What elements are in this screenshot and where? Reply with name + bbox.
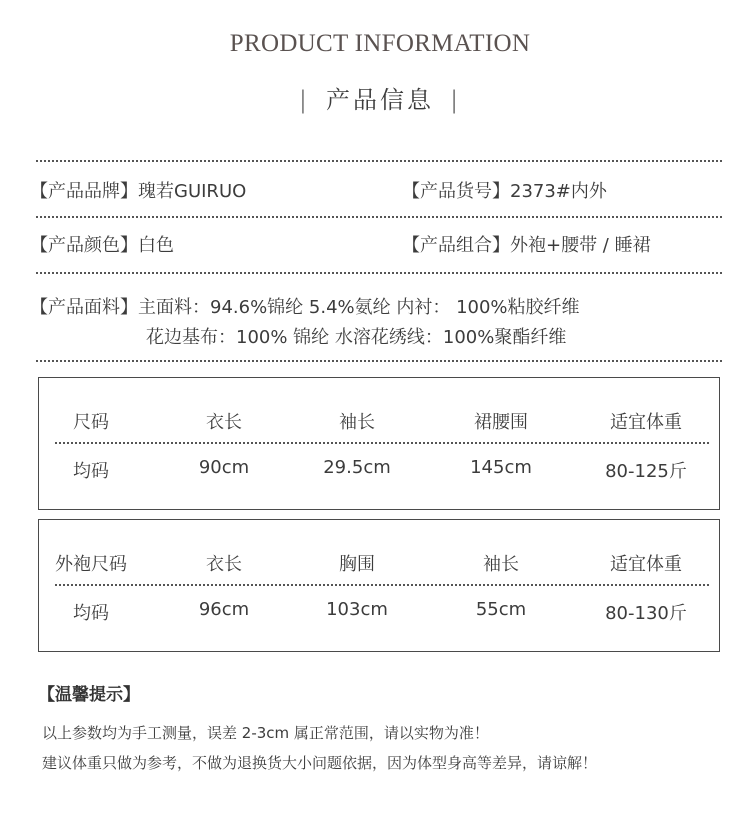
brand-label: 【产品品牌】 — [30, 181, 138, 202]
tip-line-1: 以上参数均为手工测量，误差 2-3cm 属正常范围，请以实物为准！ — [42, 724, 489, 742]
table-2-header-cell: 衣长 — [206, 554, 242, 575]
table-2-cell: 103cm — [326, 599, 388, 620]
table-2-cell: 80-130斤 — [605, 603, 687, 624]
table-2-cell: 55cm — [475, 599, 527, 620]
fabric-label: 【产品面料】 — [30, 297, 138, 318]
table-2-header-cell: 袖长 — [483, 554, 519, 575]
table-1-header-cell: 适宜体重 — [610, 412, 682, 433]
color-value: 白色 — [138, 235, 174, 256]
field-fabric — [30, 293, 580, 319]
fabric-line-1: 主面料：94.6%锦纶 5.4%氨纶 内衬： 100%粘胶纤维 — [138, 297, 580, 318]
brand-value: 瑰若GUIRUO — [138, 181, 247, 202]
item-no-label: 【产品货号】 — [402, 181, 510, 202]
table-2-header-cell: 胸围 — [339, 554, 375, 575]
title-cn — [0, 80, 750, 115]
table-1-header-cell: 裙腰围 — [474, 412, 528, 433]
field-combo — [402, 231, 651, 257]
table-2-cell: 均码 — [73, 603, 109, 624]
table-1-cell: 145cm — [470, 457, 532, 478]
table-1-header-cell: 尺码 — [73, 412, 109, 433]
color-label: 【产品颜色】 — [30, 235, 138, 256]
field-item-no — [402, 177, 607, 203]
field-color — [30, 231, 174, 257]
divider-1 — [36, 160, 722, 162]
table-1-cell: 均码 — [73, 461, 109, 482]
tip-line-2: 建议体重只做为参考，不做为退换货大小问题依据，因为体型身高等差异，请谅解！ — [42, 754, 598, 772]
item-no-value: 2373#内外 — [510, 181, 607, 202]
title-en: PRODUCT INFORMATION — [229, 30, 531, 57]
table-2-cell: 96cm — [198, 599, 250, 620]
table-1-cell: 90cm — [198, 457, 250, 478]
fabric-line-2: 花边基布：100% 锦纶 水溶花绣线：100%聚酯纤维 — [146, 327, 567, 348]
table-1-header-cell: 衣长 — [206, 412, 242, 433]
table-1-cell: 29.5cm — [323, 457, 391, 478]
table-2-header-cell: 外袍尺码 — [55, 554, 127, 575]
combo-label: 【产品组合】 — [402, 235, 510, 256]
table-2-header-cell: 适宜体重 — [610, 554, 682, 575]
divider-4 — [36, 360, 722, 362]
title-cn-text: 产品信息 — [326, 86, 434, 114]
title-bar-right: | — [450, 86, 462, 114]
title-bar-left: | — [298, 86, 310, 114]
tips-title: 【温馨提示】 — [38, 685, 140, 705]
combo-value: 外袍+腰带 / 睡裙 — [510, 235, 651, 256]
table-1-cell: 80-125斤 — [605, 461, 687, 482]
divider-3 — [36, 272, 722, 274]
table-1-header-cell: 袖长 — [339, 412, 375, 433]
table-2-separator — [55, 584, 709, 586]
field-brand — [30, 177, 246, 203]
size-table-1 — [38, 377, 720, 510]
table-1-separator — [55, 442, 709, 444]
size-table-2 — [38, 519, 720, 652]
divider-2 — [36, 216, 722, 218]
